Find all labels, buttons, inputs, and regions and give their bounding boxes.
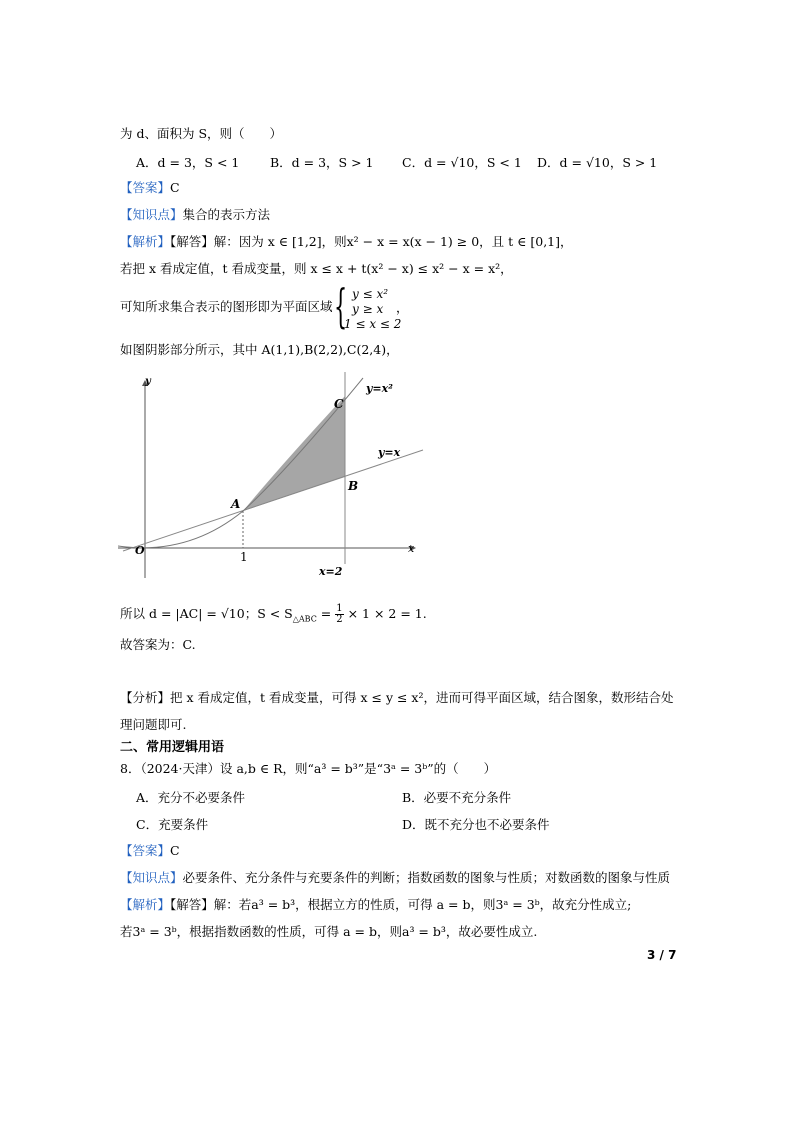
q8-option-a: A．充分不必要条件 (136, 790, 246, 805)
fraction-numerator: 1 (336, 603, 343, 614)
analysis-tag: 【解析】 (120, 897, 171, 912)
q8-option-d: D．既不充分也不必要条件 (402, 817, 550, 832)
knowledge-tag: 【知识点】 (120, 207, 183, 222)
q7-fenxi-line-2: 理问题即可. (120, 717, 187, 732)
q7-stem-tail: 为 d、面积为 S，则（ ） (120, 126, 283, 141)
conclusion-eq: = (316, 606, 336, 621)
fenxi-text: 把 x 看成定值，t 看成变量，可得 x ≤ y ≤ x²，进而可得平面区域，结合图象，数形结合处 (170, 690, 674, 705)
knowledge-value: 必要条件、充分条件与充要条件的判断；指数函数的图象与性质；对数函数的图象与性质 (182, 870, 671, 885)
q7-option-c: C．d = √10，S < 1 (402, 155, 522, 170)
origin-label: O (135, 544, 145, 557)
system-comma: ， (396, 300, 409, 315)
line-x2-label: x=2 (319, 565, 343, 578)
q7-answer-line (120, 179, 180, 197)
point-B-label: B (348, 479, 359, 493)
region-figure (118, 372, 428, 582)
tick-label-1: 1 (240, 550, 248, 564)
section-heading: 二、常用逻辑用语 (120, 740, 225, 755)
page-number: 3 / 7 (647, 948, 677, 962)
y-axis-label: y (145, 376, 151, 387)
analysis-text: 【解答】解：若a³ = b³，根据立方的性质，可得 a = b，则3ᵃ = 3ᵇ，故充分性成立; (170, 897, 632, 912)
q7-analysis-line-2: 若把 x 看成定值，t 看成变量，则 x ≤ x + t(x² − x) ≤ x² − x = x²， (120, 261, 513, 276)
answer-value: C (170, 180, 180, 195)
system-row-3: 1 ≤ x ≤ 2 (344, 317, 402, 331)
point-C-label: C (334, 397, 344, 411)
conclusion-sub: △ABC (292, 614, 317, 624)
q8-knowledge-line (120, 869, 670, 887)
line-y-x-label: y=x (378, 446, 401, 459)
q8-answer-line (120, 842, 180, 860)
fenxi-tag: 【分析】 (120, 690, 171, 705)
conclusion-post: × 1 × 2 = 1. (343, 606, 427, 621)
q7-option-d: D．d = √10，S > 1 (537, 155, 658, 170)
q7-conclusion (120, 604, 427, 629)
q7-analysis-line-1 (120, 233, 573, 251)
fraction-denominator: 2 (336, 614, 343, 625)
q7-analysis-line-4: 如图阴影部分所示，其中 A(1,1),B(2,2),C(2,4)， (120, 342, 399, 357)
q7-option-a: A．d = 3，S < 1 (136, 155, 240, 170)
q8-stem: 8．（2024·天津）设 a,b ∈ R，则“a³ = b³”是“3ᵃ = 3ᵇ”的（ ） (120, 761, 497, 776)
q7-option-b: B．d = 3，S > 1 (270, 155, 374, 170)
system-brace: { (334, 279, 348, 333)
q7-final-answer: 故答案为：C. (120, 637, 196, 652)
system-row-2: y ≥ x (352, 302, 384, 316)
answer-value: C (170, 843, 180, 858)
point-A-label: A (231, 497, 241, 511)
system-row-1: y ≤ x² (352, 287, 389, 301)
knowledge-value: 集合的表示方法 (182, 207, 271, 222)
q7-fenxi-line-1 (120, 689, 674, 707)
analysis-tag: 【解析】 (120, 234, 171, 249)
q8-option-b: B．必要不充分条件 (402, 790, 512, 805)
answer-tag: 【答案】 (120, 843, 171, 858)
parabola-label: y=x² (366, 382, 393, 395)
q8-analysis-line-1 (120, 896, 631, 914)
q8-analysis-line-2: 若3ᵃ = 3ᵇ，根据指数函数的性质，可得 a = b，则a³ = b³，故必要性成立. (120, 924, 538, 939)
q8-option-c: C．充要条件 (136, 817, 209, 832)
q7-knowledge-line (120, 206, 270, 224)
fraction-half (335, 604, 343, 625)
x-axis-label: x (408, 542, 415, 555)
conclusion-pre: 所以 d = |AC| = √10；S < S (120, 606, 293, 621)
line-y-equals-x (123, 450, 423, 551)
analysis-text: 【解答】解：因为 x ∈ [1,2]，则x² − x = x(x − 1) ≥ 0，且 t ∈ [0,1]， (170, 234, 573, 249)
answer-tag: 【答案】 (120, 180, 171, 195)
knowledge-tag: 【知识点】 (120, 870, 183, 885)
q7-analysis-line-3: 可知所求集合表示的图形即为平面区域 (120, 299, 333, 314)
